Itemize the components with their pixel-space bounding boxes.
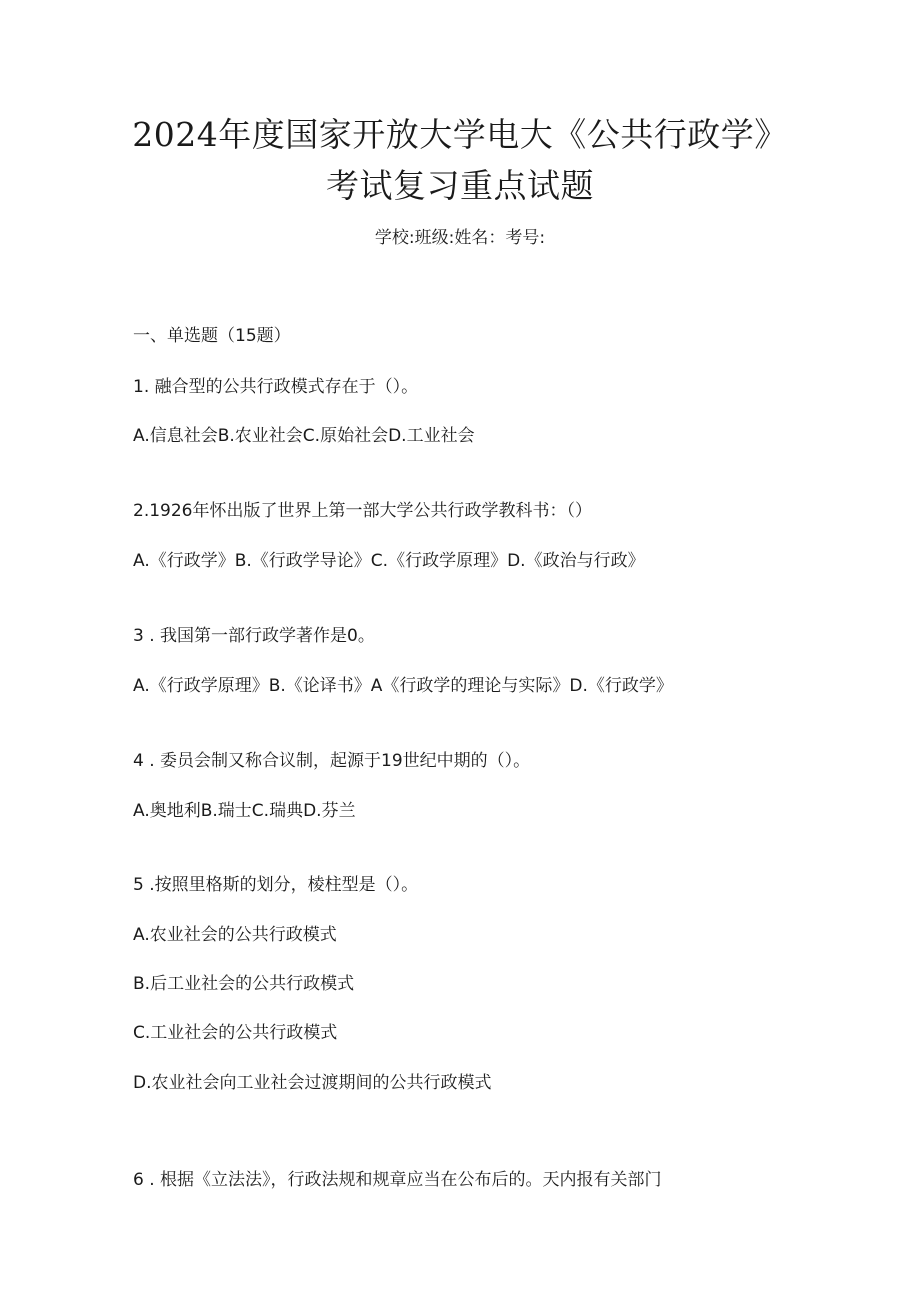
question-2-stem: 2.1926年怀出版了世界上第一部大学公共行政学教科书：（）: [133, 501, 592, 521]
question-3-options: A.《行政学原理》B.《论译书》A《行政学的理论与实际》D.《行政学》: [133, 676, 673, 696]
question-3-stem: 3 . 我国第一部行政学著作是0。: [133, 626, 375, 646]
question-1-options: A.信息社会B.农业社会C.原始社会D.工业社会: [133, 426, 475, 446]
question-6-stem: 6 . 根据《立法法》，行政法规和规章应当在公布后的。天内报有关部门: [133, 1170, 662, 1190]
document-title-line-2: 考试复习重点试题: [326, 166, 594, 205]
document-title-line-1: 2024年度国家开放大学电大《公共行政学》: [132, 115, 788, 154]
question-5-option-a: A.农业社会的公共行政模式: [133, 925, 337, 945]
question-4-options: A.奥地利B.瑞士C.瑞典D.芬兰: [133, 801, 356, 821]
student-info-line: 学校:班级:姓名：考号:: [374, 228, 546, 248]
question-5-option-d: D.农业社会向工业社会过渡期间的公共行政模式: [133, 1073, 492, 1093]
question-1-stem: 1. 融合型的公共行政模式存在于（）。: [133, 377, 419, 397]
question-5-option-b: B.后工业社会的公共行政模式: [133, 974, 355, 994]
question-2-options: A.《行政学》B.《行政学导论》C.《行政学原理》D.《政治与行政》: [133, 551, 645, 571]
question-5-option-c: C.工业社会的公共行政模式: [133, 1023, 338, 1043]
question-5-stem: 5 .按照里格斯的划分，棱柱型是（）。: [133, 875, 419, 895]
section-heading: 一、单选题（15题）: [133, 326, 291, 346]
question-4-stem: 4 . 委员会制又称合议制，起源于19世纪中期的（）。: [133, 751, 531, 771]
